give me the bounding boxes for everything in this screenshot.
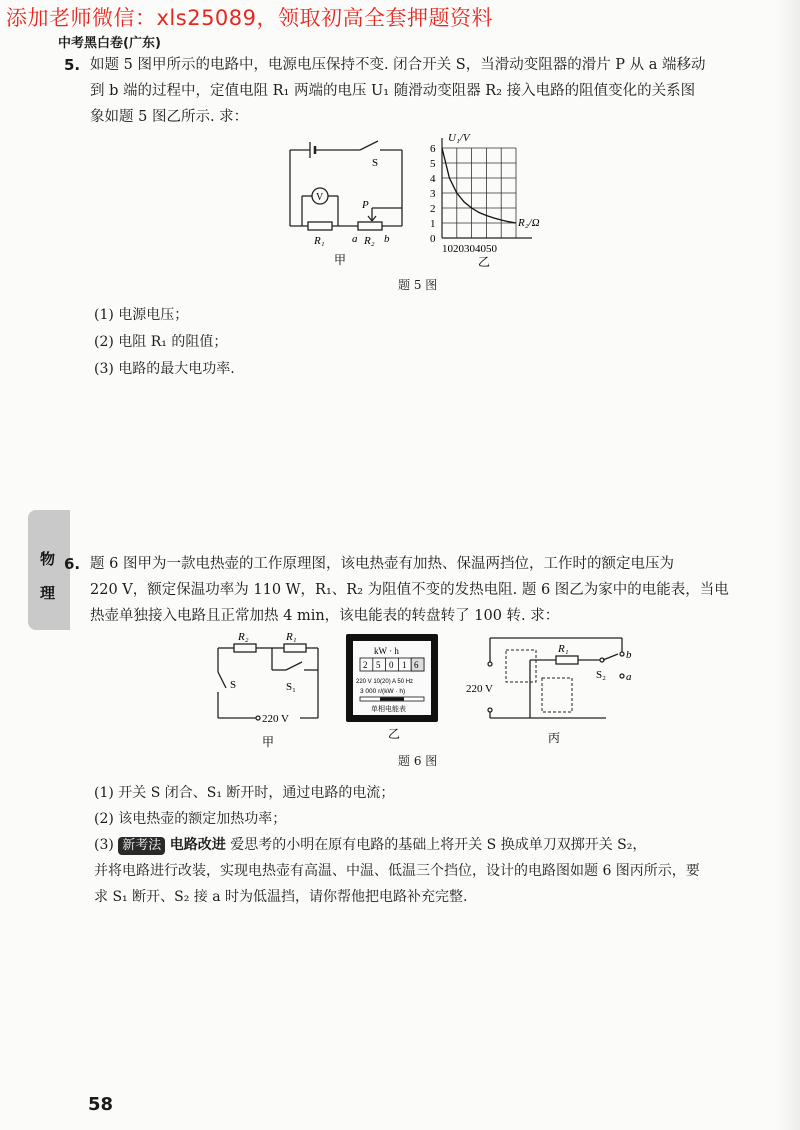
q6-circuit-jia [210,630,330,750]
watermark-banner: 添加老师微信：xls25089，领取初高全套押题资料 [6,6,494,30]
q6-sub3-prefix: (3) [94,837,114,853]
y-tick-label: 5 [430,158,436,170]
q6-label-jia: 甲 [262,735,275,749]
q6-energy-meter [344,632,444,742]
q6-number: 6. [64,555,81,573]
q6-bing-label-b: b [626,649,632,661]
q6-sub1: (1) 开关 S 闭合、S₁ 断开时，通过电路的电流； [94,785,395,801]
y-tick-label: 2 [430,203,436,215]
meter-spec: 220 V 10(20) A 50 Hz [356,679,414,685]
meter-digit-5: 6 [414,660,419,670]
q5-circuit-jia [282,138,412,268]
meter-rate: 3 000 r/(kW · h) [360,688,406,695]
q5-graph-yi [420,130,560,270]
q5-sub3: (3) 电路的最大电功率. [94,361,235,377]
q5-label-yi: 乙 [478,255,491,269]
series-title: 中考黑白卷(广东) [58,36,161,51]
q5-figure-caption: 题 5 图 [398,278,438,292]
q6-label-yi: 乙 [388,727,401,741]
q5-x-tick-labels: 1020304050 [442,243,497,255]
y-tick-label: 6 [430,143,436,155]
q5-y-axis-label: U₁/V [448,132,470,144]
side-tab-char1: 物 [40,550,56,568]
q6-sub3-line2: 并将电路进行改装，实现电热壶有高温、中温、低温三个挡位，设计的电路图如题 6 图丙所示，要 [94,863,700,879]
q6-jia-label-S: S [230,679,237,691]
q6-bing-label-a: a [626,671,632,683]
q5-number: 5. [64,56,81,74]
page-number: 58 [88,1094,114,1115]
y-tick-label: 3 [430,188,436,200]
q5-series-u1-line [442,148,516,223]
q5-sub2: (2) 电阻 R₁ 的阻值； [94,334,228,350]
q5-label-S: S [372,157,379,169]
q6-jia-label-R2: R₂ [238,631,249,643]
q6-sub3-bold: 电路改进 [169,837,226,853]
q6-line1: 题 6 图甲为一款电热壶的工作原理图，该电热壶有加热、保温两挡位，工作时的额定电压为 [90,556,674,572]
q6-figure-caption: 题 6 图 [398,754,438,768]
meter-digit-3: 0 [389,660,394,670]
side-tab-char2: 理 [40,584,56,602]
q5-label-jia: 甲 [334,253,347,267]
q6-sub3-line3: 求 S₁ 断开、S₂ 接 a 时为低温挡，请你帮他把电路补充完整. [94,889,468,905]
q6-label-bing: 丙 [548,731,561,745]
q6-sub3-text: 爱思考的小明在原有电路的基础上将开关 S 换成单刀双掷开关 S₂， [230,837,647,853]
meter-digit-4: 1 [402,660,407,670]
q6-circuit-bing [466,632,646,746]
q6-jia-label-220v: 220 V [262,713,289,725]
q5-sub1: (1) 电源电压； [94,307,189,323]
q5-line3: 象如题 5 图乙所示. 求： [90,109,249,125]
new-method-tag: 新考法 [118,837,165,855]
q6-bing-label-220v: 220 V [466,683,493,695]
q6-line3: 热壶单独接入电路且正常加热 4 min，该电能表的转盘转了 100 转. 求： [90,608,560,624]
meter-unit: kW · h [374,646,399,656]
q6-line2: 220 V，额定保温功率为 110 W，R₁、R₂ 为阻值不变的发热电阻. 题 6 图乙为家中的电能表，当电 [90,582,729,598]
y-tick-label: 1 [430,218,436,230]
q5-label-b: b [384,233,390,245]
meter-name: 单相电能表 [371,705,406,713]
q6-sub3-line1 [94,834,646,855]
page-edge-shadow [776,0,800,1130]
q5-label-R2: R₂ [364,235,375,247]
q5-line2: 到 b 端的过程中，定值电阻 R₁ 两端的电压 U₁ 随滑动变阻器 R₂ 接入电路的阻值变化的关系图 [90,83,696,99]
q5-label-P: P [362,199,369,211]
q5-line1: 如题 5 图甲所示的电路中，电源电压保持不变. 闭合开关 S，当滑动变阻器的滑片 P 从 a 端移动 [90,57,706,73]
q6-bing-label-S2: S₂ [596,669,606,681]
y-tick-label: 4 [430,173,436,185]
q6-bing-label-R1: R₁ [558,643,569,655]
q6-sub2: (2) 该电热壶的额定加热功率； [94,811,287,827]
y-tick-label: 0 [430,233,436,245]
meter-digit-2: 5 [376,660,381,670]
q6-jia-label-S1: S₁ [286,681,296,693]
q5-label-R1: R₁ [314,235,325,247]
q5-x-axis-label: R₂/Ω [518,217,540,229]
q5-label-V: V [316,192,324,203]
q6-jia-label-R1: R₁ [286,631,297,643]
meter-digit-1: 2 [363,660,368,670]
q5-label-a: a [352,233,358,245]
